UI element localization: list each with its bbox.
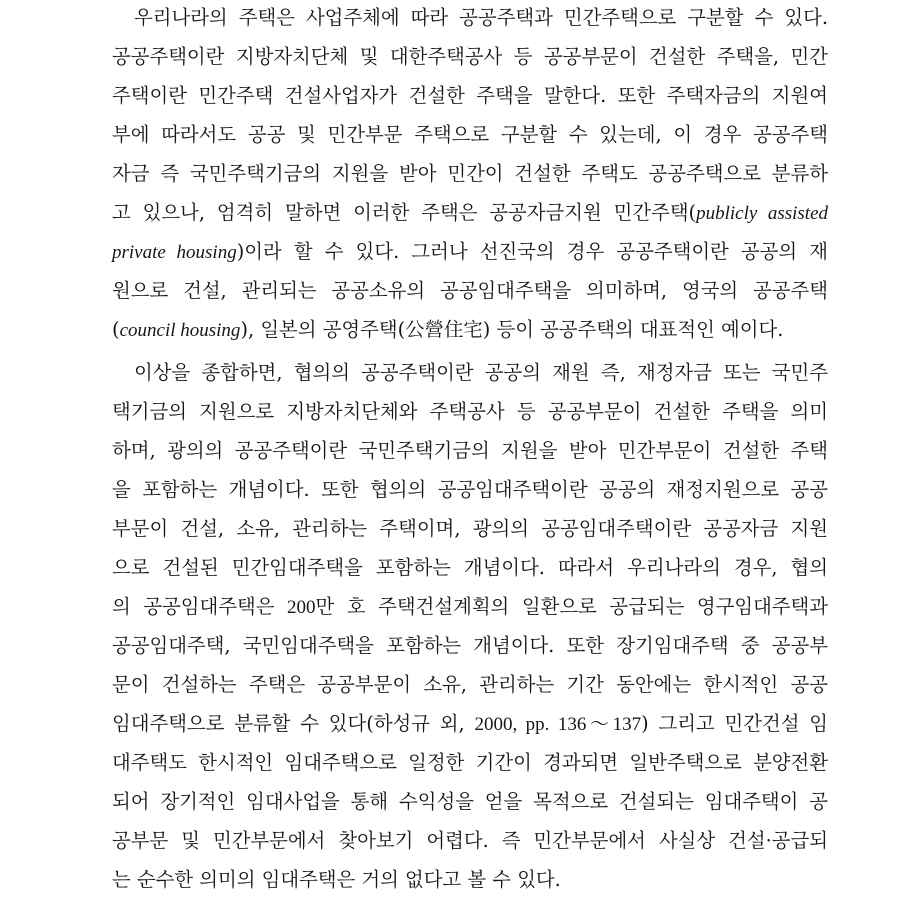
english-term: publicly assisted: [696, 203, 828, 224]
text-line: 주택이란 민간주택 건설사업자가 건설한 주택을 말한다. 또한 주택자금의 지원여: [112, 84, 828, 107]
text-line: 택기금의 지원으로 지방자치단체와 주택공사 등 공공부문이 건설한 주택을 의미: [112, 400, 828, 423]
text-segment: ), 일본의 공영주택(公營住宅) 등이 공공주택의 대표적인 예이다.: [240, 318, 784, 341]
text-segment: ) 그리고 민간건설 임: [641, 712, 828, 735]
text-line: 는 순수한 의미의 임대주택은 거의 없다고 볼 수 있다.: [112, 868, 561, 891]
text-segment: 고 있으나, 엄격히 말하면 이러한 주택은 공공자금지원 민간주택(: [112, 201, 697, 224]
text-line: 이상을 종합하면, 협의의 공공주택이란 공공의 재원 즉, 재정자금 또는 국민주: [134, 361, 828, 384]
text-line: 원으로 건설, 관리되는 공공소유의 공공임대주택을 의미하며, 영국의 공공주택: [112, 279, 828, 302]
text-line: 공부문 및 민간부문에서 찾아보기 어렵다. 즉 민간부문에서 사실상 건설·공급되: [112, 829, 828, 852]
text-segment: )이라 할 수 있다. 그러나 선진국의 경우 공공주택이란 공공의 재: [236, 240, 828, 263]
text-segment: (: [112, 318, 120, 341]
english-term: council housing: [119, 320, 241, 341]
text-line: [112, 312, 828, 348]
document-page: [112, 0, 828, 911]
citation-text: 2000, pp. 136～137: [474, 714, 642, 735]
text-line: 문이 건설하는 주택은 공공부문이 소유, 관리하는 기간 동안에는 한시적인 공공: [112, 673, 828, 696]
text-line: 부문이 건설, 소유, 관리하는 주택이며, 광의의 공공임대주택이란 공공자금 지원: [112, 517, 828, 540]
text-line: [112, 195, 828, 231]
text-line: 우리나라의 주택은 사업주체에 따라 공공주택과 민간주택으로 구분할 수 있다.: [134, 6, 828, 29]
text-line: [112, 589, 828, 625]
text-line: 자금 즉 국민주택기금의 지원을 받아 민간이 건설한 주택도 공공주택으로 분류하: [112, 162, 828, 185]
text-line: 하며, 광의의 공공주택이란 국민주택기금의 지원을 받아 민간부문이 건설한 주택: [112, 439, 828, 462]
text-segment: 임대주택으로 분류할 수 있다(하성규 외,: [112, 712, 475, 735]
text-line: 되어 장기적인 임대사업을 통해 수익성을 얻을 목적으로 건설되는 임대주택이 공: [112, 790, 828, 813]
text-line: [112, 234, 828, 270]
text-line: [112, 706, 828, 742]
text-segment: 만 호 주택건설계획의 일환으로 공급되는 영구임대주택과: [315, 595, 828, 618]
text-line: 대주택도 한시적인 임대주택으로 일정한 기간이 경과되면 일반주택으로 분양전환: [112, 751, 828, 774]
text-line: 으로 건설된 민간임대주택을 포함하는 개념이다. 따라서 우리나라의 경우, 협의: [112, 556, 828, 579]
text-segment: 의 공공임대주택은: [112, 595, 288, 618]
text-line: 공공임대주택, 국민임대주택을 포함하는 개념이다. 또한 장기임대주택 중 공공부: [112, 634, 828, 657]
english-term: private housing: [112, 242, 237, 263]
text-line: 을 포함하는 개념이다. 또한 협의의 공공임대주택이란 공공의 재정지원으로 공공: [112, 478, 828, 501]
text-line: 부에 따라서도 공공 및 민간부문 주택으로 구분할 수 있는데, 이 경우 공공주택: [112, 123, 828, 146]
text-line: 공공주택이란 지방자치단체 및 대한주택공사 등 공공부문이 건설한 주택을, 민간: [112, 45, 828, 68]
number-text: 200: [287, 597, 316, 618]
